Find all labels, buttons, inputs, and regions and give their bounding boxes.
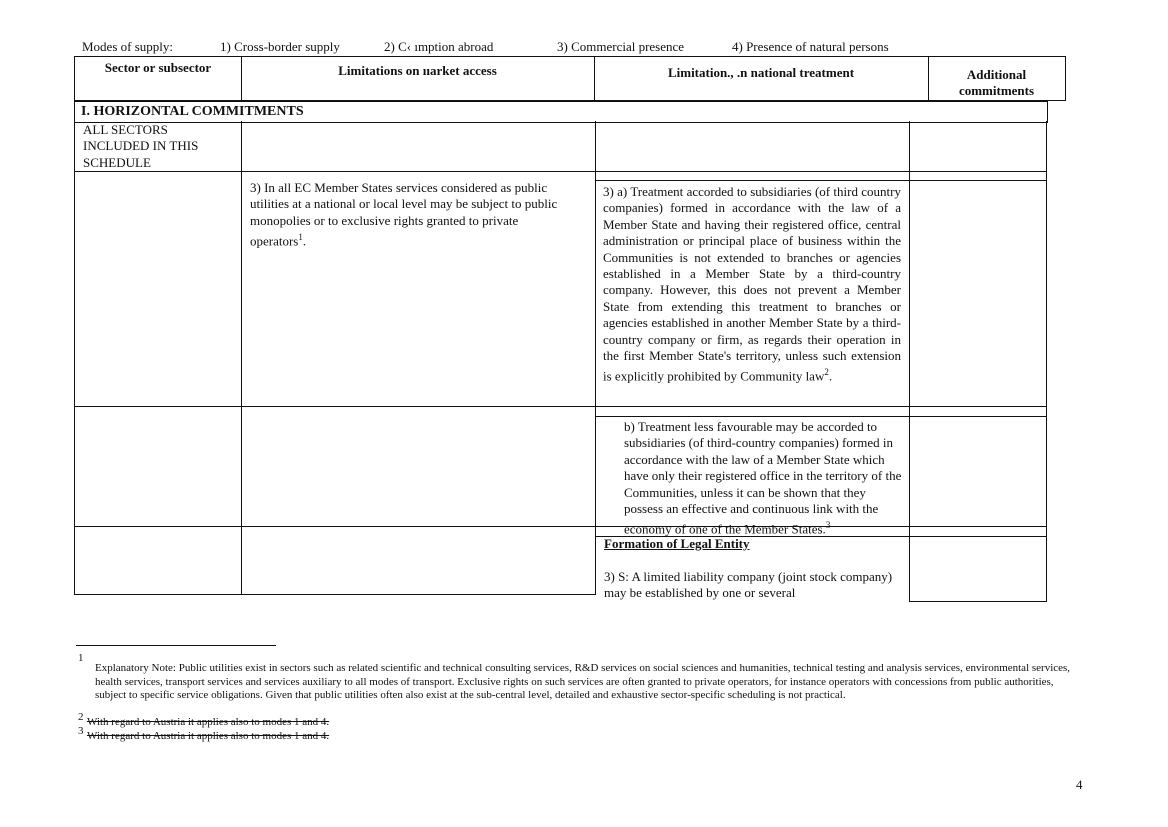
section-title: I. HORIZONTAL COMMITMENTS	[81, 104, 304, 119]
national-treatment-3b	[624, 419, 904, 538]
mode-1: 1) Cross-border supply	[220, 39, 340, 54]
grid-row2	[74, 406, 1047, 407]
grid-bottom-right	[909, 601, 1047, 602]
mode-3: 3) Commercial presence	[557, 39, 685, 54]
footnote-rule	[76, 645, 276, 646]
formation-title: Formation of Legal Entity	[604, 536, 750, 551]
grid-col3	[909, 121, 910, 602]
footnote-ref-2: 2	[824, 367, 829, 378]
grid-left	[74, 121, 75, 595]
formation-text: 3) S: A limited liability company (joint stock company) may be established by one or several	[604, 569, 893, 601]
footnote-1-text: Explanatory Note: Public utilities exist in sectors such as related scientific and technical consulting services, R&D services on social sciences and humanities, technical testing and analysis services, environmental services, health services, transport services and services auxiliary to all modes of transport. Exclusive rights on such services are often granted to private operators, for instance operators with concessions from public authorities, subject to specific service obligations. Given that public utilities often also exist at the sub-central level, detailed and exhaustive sector-specific scheduling is not practical.	[95, 662, 1071, 701]
footnote-2-text: With regard to Austria it applies also to modes 1 and 4.	[87, 716, 330, 728]
page-number: 4	[1076, 777, 1083, 792]
all-sectors-cell: ALL SECTORS INCLUDED IN THIS SCHEDULE	[83, 122, 199, 170]
mode-2: 2) C‹ ımption abroad	[384, 39, 494, 54]
national-treatment-3a-text: 3) a) Treatment accorded to subsidiaries (of third country companies) formed in accordance with the law of a Member State and having their registered office, central administration or principal place of business within the Communities is not extended to branches or agencies established in a Member State by a third-country company. However, this does not prevent a Member State from extending this treatment to branches or agencies established in another Member State by a third-country company or firm, as regards their operation in the first Member State's territory, unless such extension is explicitly prohibited by Community law	[603, 184, 901, 384]
footnote-3-num: 3	[78, 725, 84, 737]
footnote-ref-1: 1	[298, 232, 303, 243]
market-access-3-text: 3) In all EC Member States services considered as public utilities at a national or local level may be subject to public monopolies or to exclusive rights granted to private operators	[250, 180, 558, 249]
header-additional: Additional commitments	[958, 67, 1035, 98]
national-treatment-3b-text: b) Treatment less favourable may be accorded to subsidiaries (of third-country companies) formed in accordance with the law of a Member State which have only their registered office in the territory of the Communities, unless it can be shown that they possess an effective and continuous link with the economy of one of the Member States.	[624, 419, 902, 537]
grid-col2	[595, 121, 596, 595]
grid-col1	[241, 121, 242, 595]
header-sector: Sector or subsector	[104, 60, 212, 75]
footnote-2-num: 2	[78, 711, 84, 723]
market-access-3: 3) In all EC Member States services considered as public utilities at a national or local level may be subject to public monopolies or to exclusive rights granted to private operators$^1$.	[250, 180, 558, 249]
header-market-access: Limitations on ııarket access	[338, 63, 497, 78]
national-treatment-3a: 3) a) Treatment accorded to subsidiaries (of third country companies) formed in accordance with the law of a Member State and having their registered office, central administration or principal place of business within the Communities is not extended to branches or agencies established in a Member State by a third-country company. However, this does not prevent a Member State from extending this treatment to branches or agencies established in another Member State by a third-country company or firm, as regards their operation in the first Member State's territory, unless such extension is explicitly prohibited by Community law$^2$.	[603, 184, 901, 384]
grid-bottom-left	[74, 594, 595, 595]
table-header	[74, 56, 1066, 101]
header-national-treatment: Limitation., .n national treatment	[667, 65, 855, 80]
footnote-1-num: 1	[78, 652, 84, 664]
footnote-3-text: With regard to Austria it applies also to modes 1 and 4.	[87, 730, 330, 742]
modes-label: Modes of supply:	[82, 39, 173, 54]
footnote-ref-3: 3	[825, 520, 831, 531]
grid-nt-top	[595, 180, 1047, 181]
grid-right	[1046, 121, 1047, 602]
mode-4: 4) Presence of natural persons	[732, 39, 889, 54]
grid-nt-b-top	[595, 416, 1047, 417]
section-title-bar	[74, 101, 1048, 123]
